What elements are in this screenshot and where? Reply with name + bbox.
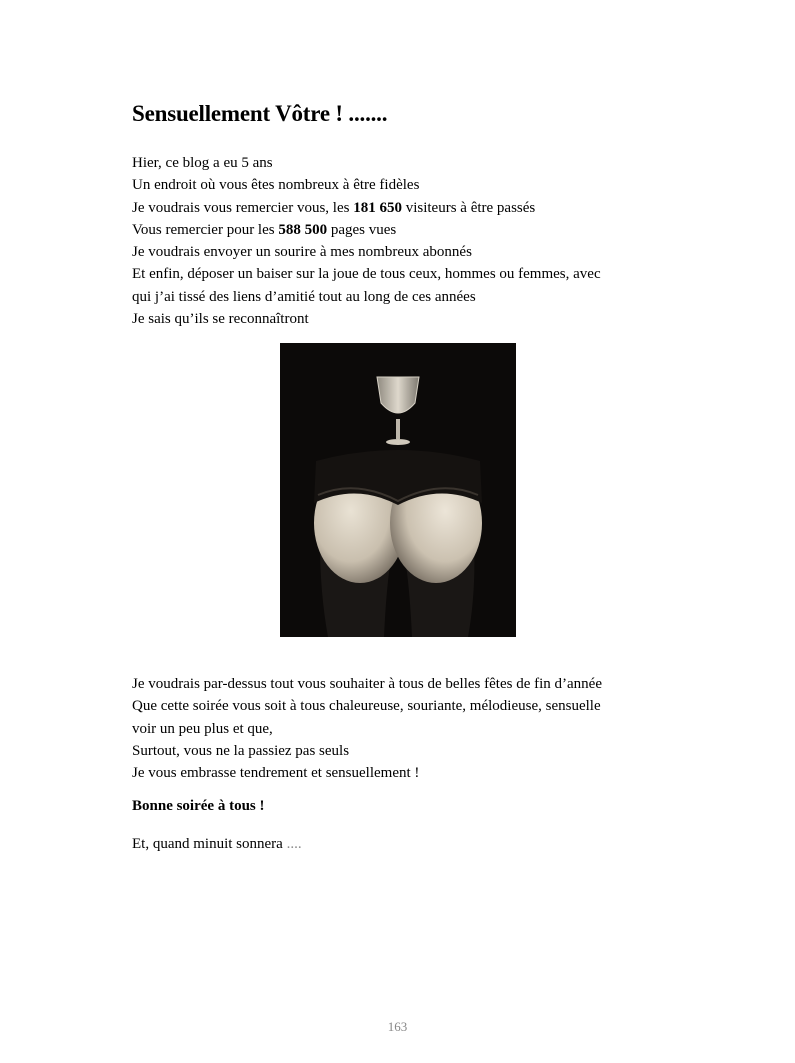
intro-paragraph xyxy=(132,152,601,330)
photo-illustration xyxy=(280,343,516,637)
wishes-paragraph xyxy=(132,673,602,784)
page-number: 163 xyxy=(387,1019,408,1034)
text-line: Je voudrais par-dessus tout vous souhaiter à tous de belles fêtes de fin d’année xyxy=(132,676,602,692)
text-line: Hier, ce blog a eu 5 ans xyxy=(132,155,273,171)
visitor-count: 181 650 xyxy=(353,199,402,216)
pageview-count: 588 500 xyxy=(278,221,328,238)
text-line: Je sais qu’ils se reconnaîtront xyxy=(132,311,309,328)
text-line: voir un peu plus et que, xyxy=(132,720,273,737)
text-line: Que cette soirée vous soit à tous chaleureuse, souriante, mélodieuse, sensuelle xyxy=(132,698,601,715)
text-line: Surtout, vous ne la passiez pas seuls xyxy=(132,742,350,759)
text-line: Je voudrais vous remercier vous, les 181 650 visiteurs à être passés xyxy=(132,199,536,216)
text-line: Un endroit où vous êtes nombreux à être fidèles xyxy=(132,177,420,194)
text-line: Et enfin, déposer un baiser sur la joue de tous ceux, hommes ou femmes, avec xyxy=(132,266,601,283)
text-line: Je voudrais envoyer un sourire à mes nombreux abonnés xyxy=(132,244,472,261)
photo-glass-on-figure xyxy=(280,343,516,637)
text-line: Vous remercier pour les 588 500 pages vues xyxy=(132,221,397,238)
closing-greeting: Bonne soirée à tous ! xyxy=(132,798,265,814)
closing-ellipsis: .... xyxy=(286,836,302,852)
text-line: qui j’ai tissé des liens d’amitié tout au long de ces années xyxy=(132,288,476,305)
text-line: Je vous embrasse tendrement et sensuellement ! xyxy=(132,765,420,782)
page-title: Sensuellement Vôtre ! ....... xyxy=(132,101,388,126)
closing-line: Et, quand minuit sonnera .... xyxy=(132,836,302,852)
